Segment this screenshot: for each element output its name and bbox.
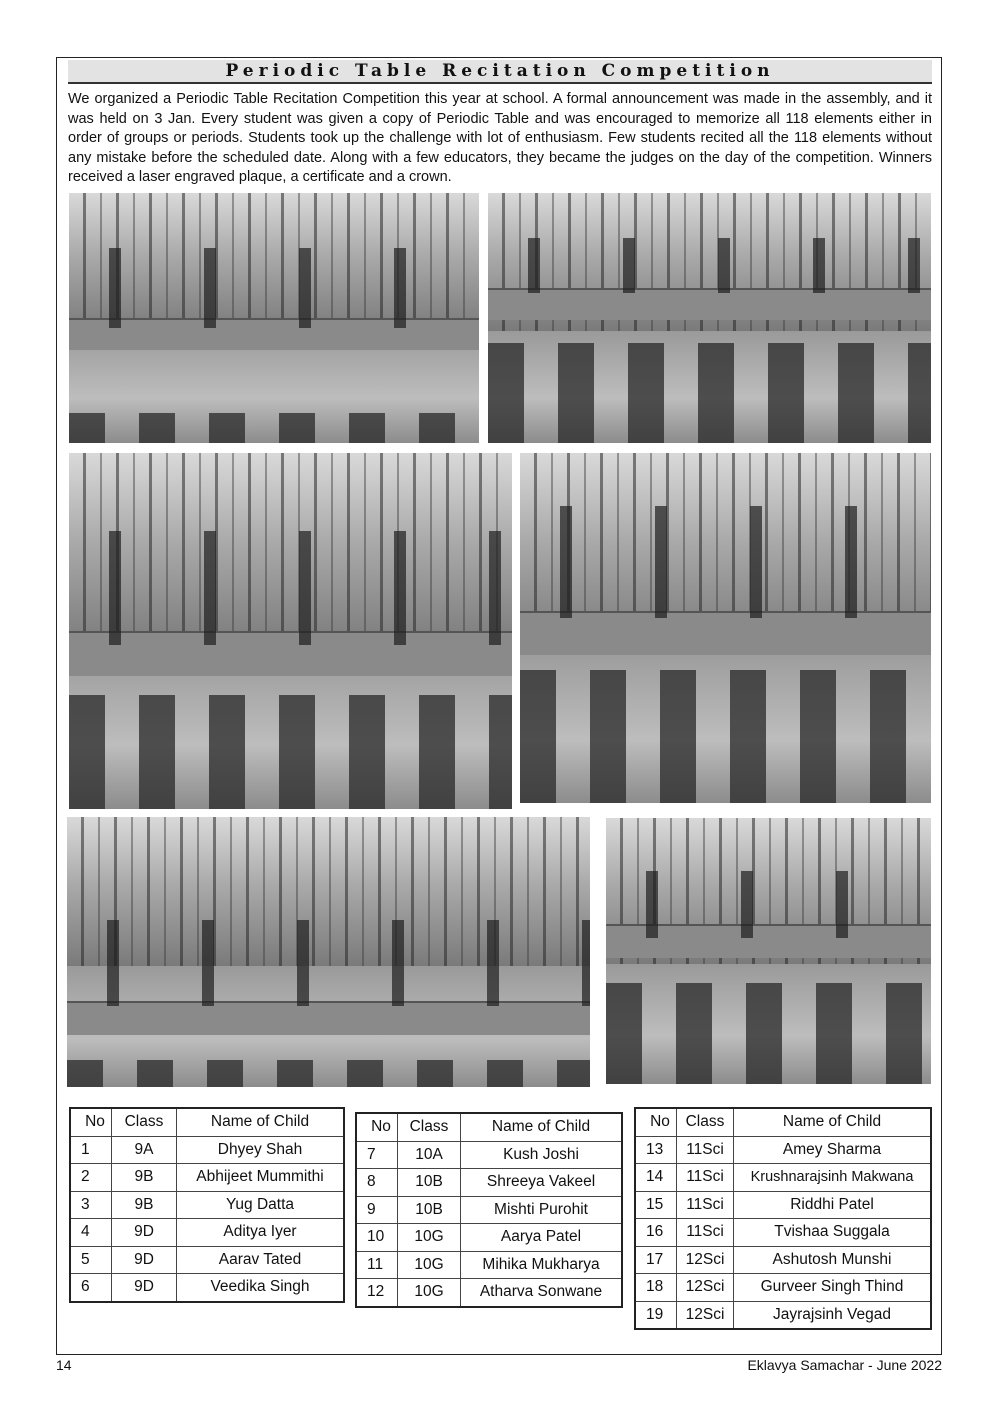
table-row (70, 1274, 344, 1302)
header-no: No (635, 1108, 677, 1136)
cell-no: 16 (635, 1219, 677, 1247)
article-intro: We organized a Periodic Table Recitation Competition this year at school. A formal announcement was made in the assembly, and it was held on 3 Jan. Every student was given a copy of Periodic Table and was encouraged to memorize all 118 elements either in order of groups or periods. Students took up the challenge with lot of enthusiasm. Few students recited all the 118 elements without any mistake before the scheduled date. Along with a few educators, they became the judges on the day of the competition. Winners received a laser engraved plaque, a certificate and a crown. (68, 91, 932, 185)
cell-class: 10B (398, 1169, 461, 1197)
cell-class: 10A (398, 1141, 461, 1169)
publication-name: Eklavya Samachar - June 2022 (747, 1357, 942, 1373)
cell-class: 12Sci (677, 1301, 734, 1329)
table-header-row (356, 1113, 622, 1141)
winners-table-3 (634, 1107, 932, 1330)
photo-audience-1 (488, 193, 931, 443)
cell-no: 1 (70, 1136, 112, 1164)
cell-name: Yug Datta (177, 1191, 345, 1219)
table-row (635, 1219, 931, 1247)
cell-class: 9B (112, 1191, 177, 1219)
table-row (356, 1196, 622, 1224)
cell-name: Tvishaa Suggala (734, 1219, 932, 1247)
article-title: Periodic Table Recitation Competition (225, 61, 775, 81)
cell-no: 10 (356, 1224, 398, 1252)
table-row (70, 1191, 344, 1219)
photo-stage-award-3 (520, 453, 931, 803)
header-class: Class (398, 1113, 461, 1141)
winners-table-2 (355, 1112, 623, 1308)
header-name: Name of Child (734, 1108, 932, 1136)
cell-no: 12 (356, 1279, 398, 1307)
header-no: No (356, 1113, 398, 1141)
cell-class: 11Sci (677, 1136, 734, 1164)
cell-name: Kush Joshi (461, 1141, 623, 1169)
cell-no: 6 (70, 1274, 112, 1302)
cell-no: 11 (356, 1251, 398, 1279)
cell-class: 9B (112, 1164, 177, 1192)
cell-no: 4 (70, 1219, 112, 1247)
cell-class: 10B (398, 1196, 461, 1224)
header-name: Name of Child (461, 1113, 623, 1141)
table-row (356, 1141, 622, 1169)
table-header-row (70, 1108, 344, 1136)
cell-name: Abhijeet Mummithi (177, 1164, 345, 1192)
table-row (635, 1246, 931, 1274)
cell-name: Aarav Tated (177, 1246, 345, 1274)
cell-class: 10G (398, 1251, 461, 1279)
cell-class: 11Sci (677, 1164, 734, 1192)
cell-name: Veedika Singh (177, 1274, 345, 1302)
cell-name: Mihika Mukharya (461, 1251, 623, 1279)
cell-name: Krushnarajsinh Makwana (734, 1164, 932, 1192)
cell-no: 13 (635, 1136, 677, 1164)
header-name: Name of Child (177, 1108, 345, 1136)
table-row (356, 1224, 622, 1252)
table-row (635, 1136, 931, 1164)
table-row (356, 1169, 622, 1197)
cell-class: 9D (112, 1274, 177, 1302)
cell-class: 11Sci (677, 1219, 734, 1247)
table-row (635, 1274, 931, 1302)
cell-no: 8 (356, 1169, 398, 1197)
cell-no: 18 (635, 1274, 677, 1302)
photo-stage-award-1 (69, 193, 479, 443)
table-row (635, 1191, 931, 1219)
cell-no: 5 (70, 1246, 112, 1274)
header-class: Class (112, 1108, 177, 1136)
table-row (356, 1279, 622, 1307)
cell-class: 9D (112, 1219, 177, 1247)
table-header-row (635, 1108, 931, 1136)
cell-name: Gurveer Singh Thind (734, 1274, 932, 1302)
cell-class: 10G (398, 1279, 461, 1307)
cell-no: 19 (635, 1301, 677, 1329)
photo-audience-2 (606, 818, 931, 1084)
header-no: No (70, 1108, 112, 1136)
cell-name: Aditya Iyer (177, 1219, 345, 1247)
table-row (635, 1301, 931, 1329)
cell-name: Jayrajsinh Vegad (734, 1301, 932, 1329)
table-row (635, 1164, 931, 1192)
cell-class: 12Sci (677, 1274, 734, 1302)
cell-no: 14 (635, 1164, 677, 1192)
cell-name: Ashutosh Munshi (734, 1246, 932, 1274)
cell-class: 9A (112, 1136, 177, 1164)
cell-no: 17 (635, 1246, 677, 1274)
cell-name: Shreeya Vakeel (461, 1169, 623, 1197)
table-row (70, 1136, 344, 1164)
cell-name: Mishti Purohit (461, 1196, 623, 1224)
cell-class: 11Sci (677, 1191, 734, 1219)
cell-no: 9 (356, 1196, 398, 1224)
table-row (70, 1246, 344, 1274)
cell-class: 10G (398, 1224, 461, 1252)
photo-stage-award-2 (69, 453, 512, 809)
cell-name: Dhyey Shah (177, 1136, 345, 1164)
photo-students-lineup (67, 817, 590, 1087)
header-class: Class (677, 1108, 734, 1136)
cell-no: 3 (70, 1191, 112, 1219)
cell-no: 7 (356, 1141, 398, 1169)
cell-name: Atharva Sonwane (461, 1279, 623, 1307)
cell-no: 15 (635, 1191, 677, 1219)
cell-name: Aarya Patel (461, 1224, 623, 1252)
page-number: 14 (56, 1357, 72, 1373)
cell-class: 9D (112, 1246, 177, 1274)
winners-table-1 (69, 1107, 345, 1303)
cell-name: Amey Sharma (734, 1136, 932, 1164)
article-title-bar (68, 60, 932, 84)
cell-class: 12Sci (677, 1246, 734, 1274)
cell-no: 2 (70, 1164, 112, 1192)
cell-name: Riddhi Patel (734, 1191, 932, 1219)
table-row (70, 1164, 344, 1192)
table-row (356, 1251, 622, 1279)
table-row (70, 1219, 344, 1247)
